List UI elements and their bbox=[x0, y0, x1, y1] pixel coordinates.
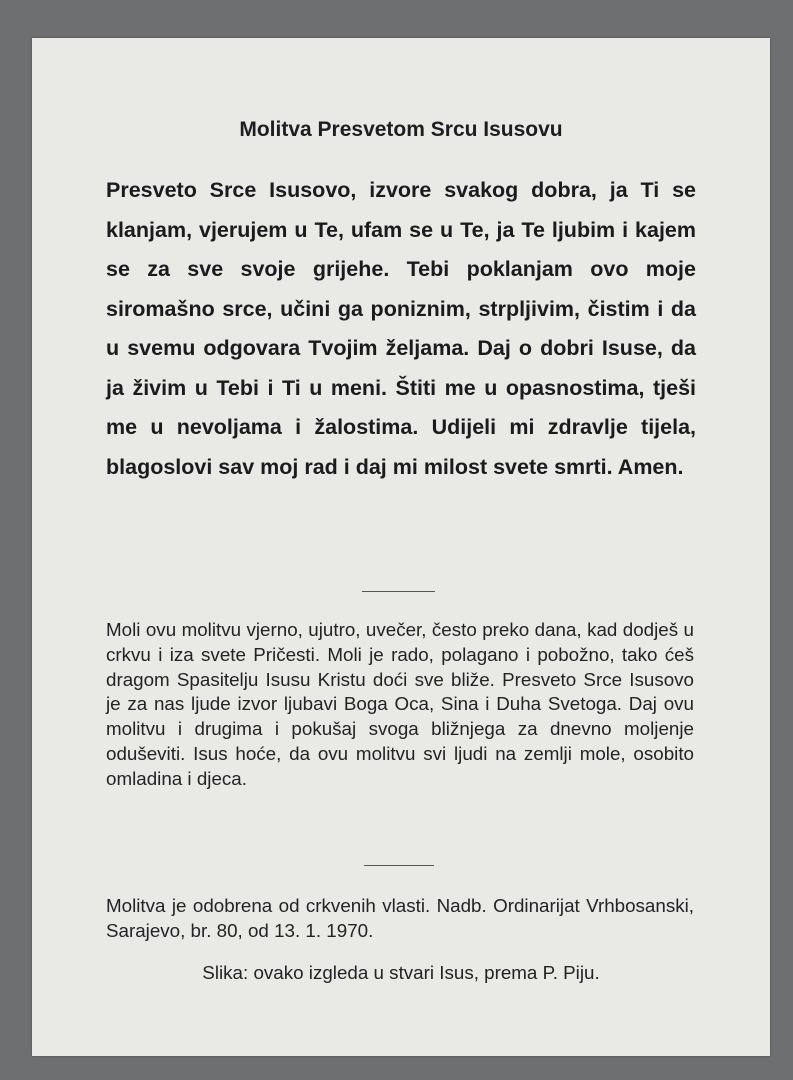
divider bbox=[364, 865, 434, 866]
instructions-text: Moli ovu molitvu vjerno, ujutro, uvečer, često preko dana, kad dodješ u crkvu i iza svete Pričesti. Moli je rado, polagano i pobožno, tako ćeš dragom Spasitelju Isusu Kristu doći sve bliže. Presveto Srce Isusovo je za nas ljude izvor ljubavi Boga Oca, Sina i Duha Svetoga. Daj ovu molitvu i drugima i pokušaj svoga bližnjega za dnevno moljenje oduševiti. Isus hoće, da ovu molitvu svi ljudi na zemlji mole, osobito omladina i djeca. bbox=[106, 619, 694, 789]
prayer-title: Molitva Presvetom Srcu Isusovu bbox=[239, 118, 563, 141]
prayer-text: Presveto Srce Isusovo, izvore svakog dobra, ja Ti se klanjam, vjerujem u Te, ufam se u Te, ja Te ljubim i kajem se za sve svoje grijehe. Tebi poklanjam ovo moje siromašno srce, učini ga poniznim, strpljivim, čistim i da u svemu odgovara Tvojim željama. Daj o dobri Isuse, da ja živim u Tebi i Ti u meni. Štiti me u opasnostima, tješi me u nevoljama i žalostima. Udijeli mi zdravlje tijela, blagoslovi sav moj rad i daj mi milost svete smrti. Amen. bbox=[106, 178, 696, 479]
approval-text: Molitva je odobrena od crkvenih vlasti. Nadb. Ordinarijat Vrhbosanski, Sarajevo, br. 80, od 13. 1. 1970. bbox=[106, 895, 694, 941]
divider bbox=[362, 591, 435, 592]
prayer-card bbox=[32, 38, 770, 1056]
image-caption: Slika: ovako izgleda u stvari Isus, prema P. Piju. bbox=[202, 962, 600, 983]
